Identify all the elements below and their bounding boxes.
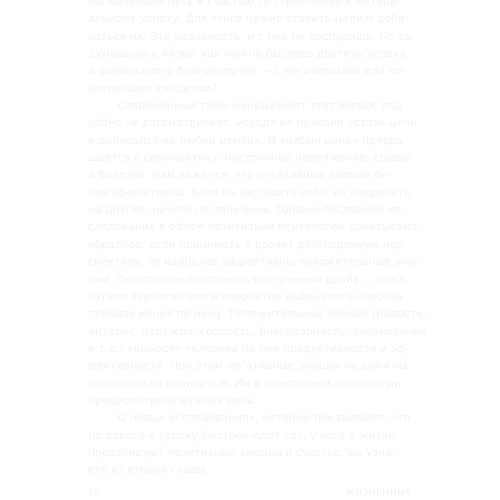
text-line: робно не рассматривает, исходя из позиции «ставь цели	[88, 117, 418, 130]
text-line: ции. Позитивное состояние, внутренний драйв — пока-	[88, 273, 409, 286]
running-title: ЖИЗНЕННЫЕ	[344, 488, 412, 498]
text-line: следования в сфере позитивной психологии доказывают	[88, 221, 419, 234]
text-line: фективности. При этом негативные эмоции не должны	[88, 360, 408, 373]
text-line: щается в самокритику, постоянное напряжение, срывы	[88, 152, 410, 165]
text-line: обратное: если принимать в расчет долгосрочную пер-	[88, 238, 408, 251]
text-line: мы начинаем путь к счастью со стремления к матери-	[88, 0, 402, 8]
text-line: спективу, то наиболее эффективны положительные эмо-	[88, 256, 420, 269]
text-line: ете из второй главы.	[88, 464, 209, 477]
text-line: передвижения по нему. Положительные эмоции (радость,	[88, 308, 427, 321]
text-line: превалируют позитивные эмоции и счастье, вы узна-	[88, 446, 396, 459]
text-line: и болезни. Нам кажется, что негативные эмоции бо-	[88, 169, 392, 182]
text-line: и добивайся их любой ценой». И «избыл цена» превра-	[88, 134, 407, 147]
text-line: думывались ли вы, как можно быстрее достичь успеха	[88, 48, 406, 61]
text-line: и т.д.) «вынося» человека на пик продуктивности и эф-	[88, 342, 410, 355]
text-line: и финансового благополучия — с негативными или по-	[88, 65, 407, 78]
text-line: Современный тайм-менеджмент этот вопрос под-	[118, 100, 407, 113]
page-footer	[0, 488, 500, 500]
page-number: 10	[88, 488, 100, 498]
text-line: альному успеху. Для этого нужно ставить цели и доби-	[88, 13, 409, 26]
text-line: предусмотрена важная роль.	[88, 394, 258, 407]
text-line: затели верного пути и корректно выбранного способа	[88, 290, 403, 303]
text-line: О новых исследованиях, которые показывают, что	[118, 412, 411, 425]
text-line: по дороге к успеху быстрее идет тот, у кого в жизни	[88, 429, 396, 442]
text-line: ваться их. Это реальность, и с ней не поспоришь. Но за-	[88, 30, 415, 43]
text-line: интерес, надежда, гордость, благодарность, вдохновение	[88, 325, 427, 338]
text-line: на других, ничего не получишь. Однако последние ис-	[88, 204, 405, 217]
text-line: зитивными эмоциями?	[88, 82, 218, 95]
body-text	[88, 0, 427, 480]
text-line: лее эффективны. Если не заставить себя, не накричать	[88, 186, 411, 199]
text-line: исключаться полностью. Им в позитивной психологии	[88, 377, 402, 390]
